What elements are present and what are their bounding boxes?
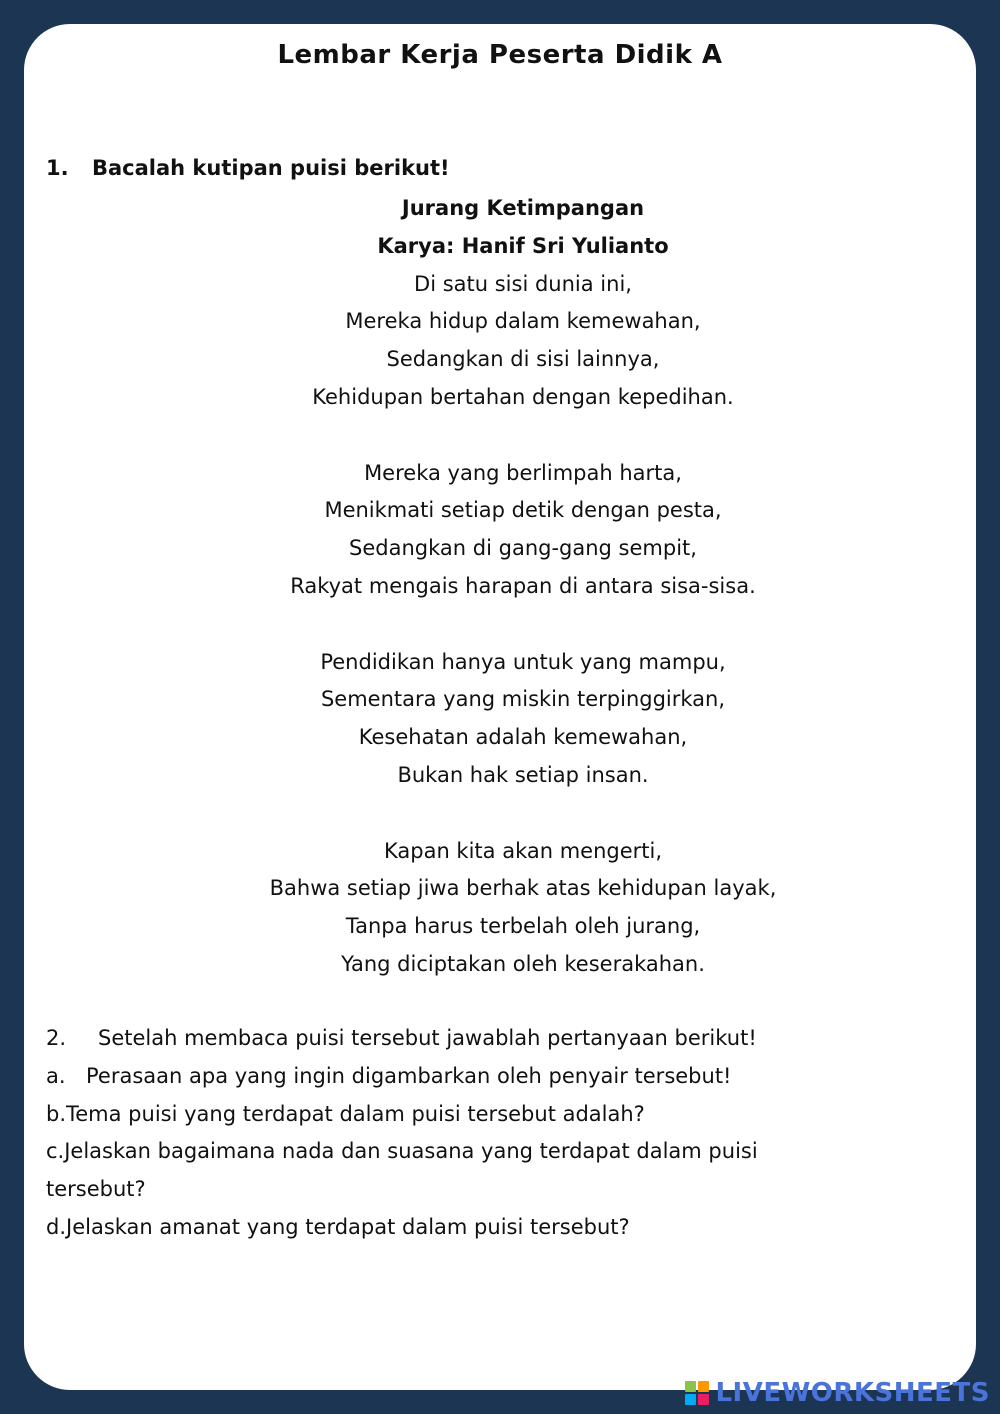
question-1-number: 1. (46, 156, 69, 180)
poem-line: Menikmati setiap detik dengan pesta, (324, 498, 722, 523)
poem-line: Bahwa setiap jiwa berhak atas kehidupan layak, (269, 876, 777, 901)
question-2-header (46, 1020, 946, 1058)
question-2-number: 2. (46, 1026, 67, 1050)
poem-line: Bukan hak setiap insan. (397, 762, 649, 787)
poem-line: Mereka hidup dalam kemewahan, (345, 309, 701, 334)
poem (0, 190, 1000, 984)
poem-line: Sementara yang miskin terpinggirkan, (320, 687, 726, 712)
poem-line: Sedangkan di gang-gang sempit, (349, 536, 697, 561)
poem-line: Rakyat mengais harapan di antara sisa-sisa. (290, 573, 756, 598)
liveworksheets-logo (685, 1378, 990, 1408)
logo-block (698, 1394, 709, 1405)
logo-text: LIVEWORKSHEETS (715, 1378, 990, 1408)
question-1-text: Bacalah kutipan puisi berikut! (92, 156, 450, 180)
poem-line: Sedangkan di sisi lainnya, (386, 347, 660, 372)
poem-line: Yang diciptakan oleh keserakahan. (341, 951, 705, 976)
question-2d: d.Jelaskan amanat yang terdapat dalam puisi tersebut? (46, 1214, 630, 1239)
poem-line: Kesehatan adalah kemewahan, (358, 725, 688, 750)
question-2-text: Setelah membaca puisi tersebut jawablah pertanyaan berikut! (98, 1026, 757, 1050)
poem-line: Kehidupan bertahan dengan kepedihan. (312, 384, 734, 409)
poem-line: Kapan kita akan mengerti, (383, 838, 663, 863)
question-2c-line-2: tersebut? (46, 1177, 146, 1202)
question-2a-text: Perasaan apa yang ingin digambarkan oleh penyair tersebut! (86, 1063, 732, 1088)
poem-line: Tanpa harus terbelah oleh jurang, (345, 914, 701, 939)
logo-block (685, 1394, 696, 1405)
page-title: Lembar Kerja Peserta Didik A (277, 40, 723, 70)
question-2 (46, 1020, 946, 1247)
poem-author: Karya: Hanif Sri Yulianto (377, 233, 669, 258)
question-2a-label: a. (46, 1063, 66, 1088)
stanza-break (0, 606, 1000, 644)
stanza-break (0, 417, 1000, 455)
question-2a (46, 1058, 946, 1096)
logo-blocks-icon (685, 1381, 709, 1405)
poem-line: Pendidikan hanya untuk yang mampu, (320, 649, 726, 674)
poem-line: Di satu sisi dunia ini, (414, 271, 632, 296)
question-2c-line-1: c.Jelaskan bagaimana nada dan suasana yang terdapat dalam puisi (46, 1139, 758, 1164)
stanza-break (0, 795, 1000, 833)
question-2b: b.Tema puisi yang terdapat dalam puisi tersebut adalah? (46, 1101, 645, 1126)
logo-block (685, 1381, 696, 1392)
question-1 (46, 156, 450, 180)
logo-block (698, 1381, 709, 1392)
poem-title: Jurang Ketimpangan (401, 196, 645, 220)
poem-line: Mereka yang berlimpah harta, (364, 460, 682, 485)
